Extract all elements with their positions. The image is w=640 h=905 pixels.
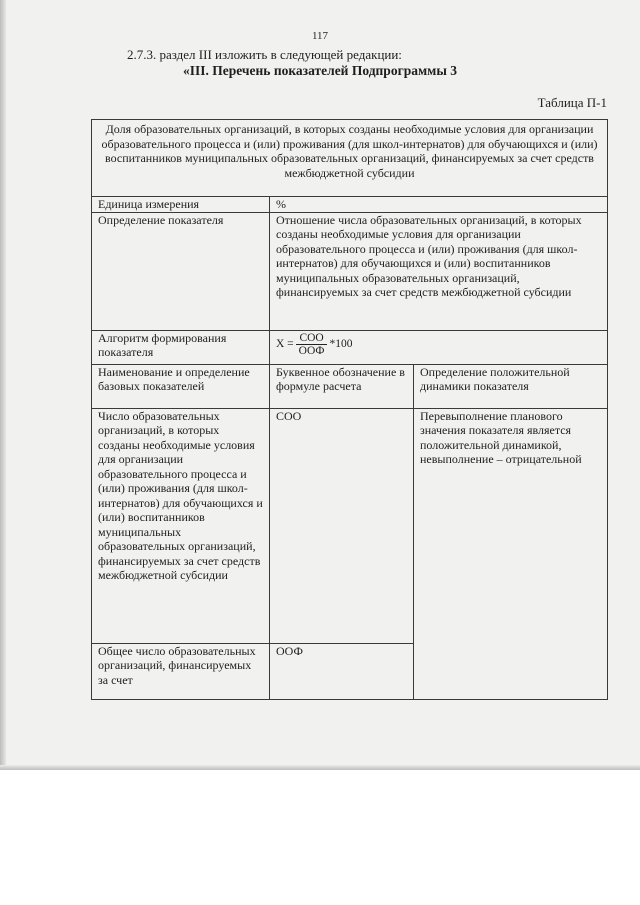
formula-fraction: [296, 332, 328, 357]
definition-label: Определение показателя: [92, 212, 270, 330]
row-dynamics: Перевыполнение планового значения показателя является положительной динамикой, невыполнение – отрицательной: [414, 408, 608, 699]
table-row: [92, 408, 608, 643]
page-number: 117: [311, 30, 329, 42]
header-symbol: Буквенное обозначение в формуле расчета: [270, 364, 414, 408]
formula-numerator: СОО: [296, 332, 326, 345]
base-indicators-header-row: [92, 364, 608, 408]
algorithm-label: Алгоритм формирования показателя: [92, 330, 270, 364]
formula-denominator: ООФ: [298, 344, 325, 357]
definition-value: Отношение числа образовательных организаций, в которых созданы необходимые условия для организации образовательного процесса и (или) проживания (для школ-интернатов) для обучающихся и (или) воспитанников муниципальных образовательных организаций, финансируемых за счет средств межбюджетной субсидии: [270, 212, 608, 330]
unit-row: [92, 197, 608, 213]
formula-multiplier: *100: [329, 337, 353, 350]
section-title: «III. Перечень показателей Подпрограммы 3: [183, 63, 458, 78]
indicators-table: [91, 119, 608, 700]
row-symbol: СОО: [270, 408, 414, 643]
formula: [276, 331, 353, 357]
table-label: Таблица П-1: [537, 95, 607, 110]
unit-label: Единица измерения: [92, 197, 270, 213]
amendment-line: 2.7.3. раздел III изложить в следующей редакции:: [127, 47, 402, 62]
row-symbol: ООФ: [270, 643, 414, 699]
indicator-title: Доля образовательных организаций, в которых созданы необходимые условия для организации образовательного процесса и (или) проживания (для школ-интернатов) для обучающихся и (или) воспитанников муниципальных образовательных организаций, финансируемых за счет средств межбюджетной субсидии: [92, 120, 608, 197]
algorithm-formula-cell: [270, 330, 608, 364]
formula-lhs: X =: [276, 337, 294, 350]
algorithm-row: [92, 330, 608, 364]
row-name: Число образовательных организаций, в которых созданы необходимые условия для организации образовательного процесса и (или) проживания (для школ-интернатов) для обучающихся и (или) воспитанников муниципальных образовательных организаций, финансируемых за счет средств межбюджетной субсидии: [92, 408, 270, 643]
header-name: Наименование и определение базовых показателей: [92, 364, 270, 408]
unit-value: %: [270, 197, 608, 213]
indicator-title-row: [92, 120, 608, 197]
definition-row: [92, 212, 608, 330]
header-dynamics: Определение положительной динамики показателя: [414, 364, 608, 408]
row-name: Общее число образовательных организаций, финансируемых за счет: [92, 643, 270, 699]
